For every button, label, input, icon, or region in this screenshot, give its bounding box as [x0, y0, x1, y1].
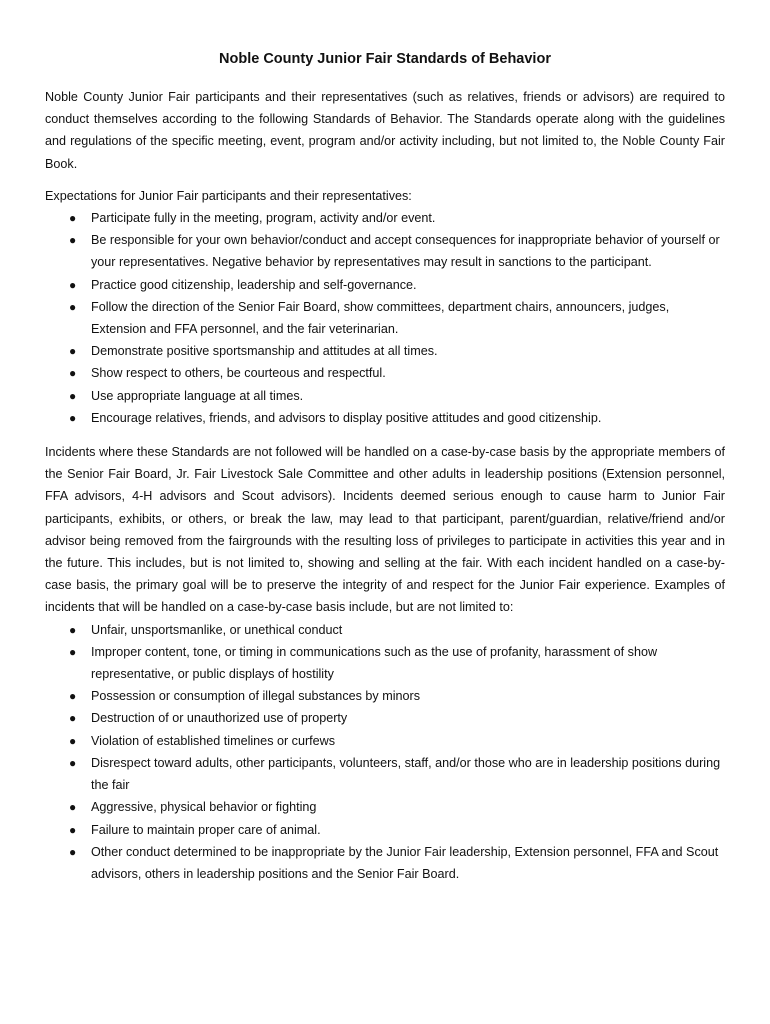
bullet-icon: ● [69, 733, 77, 748]
list-item: ● Practice good citizenship, leadership and self-governance. [91, 274, 725, 296]
bullet-icon: ● [69, 689, 77, 704]
bullet-icon: ● [69, 644, 77, 659]
bullet-icon: ● [69, 755, 77, 770]
list-item: ● Follow the direction of the Senior Fair Board, show committees, department chairs, announcers, judges, Extension and FFA personnel, and the fair veterinarian. [91, 296, 725, 340]
list-item: ● Possession or consumption of illegal substances by minors [91, 685, 725, 707]
incidents-list [45, 619, 725, 885]
list-item: ● Failure to maintain proper care of animal. [91, 819, 725, 841]
bullet-icon: ● [69, 211, 77, 226]
bullet-icon: ● [69, 277, 77, 292]
bullet-icon: ● [69, 622, 77, 637]
list-item: ● Show respect to others, be courteous and respectful. [91, 362, 725, 384]
list-item: ● Encourage relatives, friends, and advisors to display positive attitudes and good citizenship. [91, 407, 725, 429]
list-item: ● Disrespect toward adults, other participants, volunteers, staff, and/or those who are in leadership positions during the fair [91, 752, 725, 796]
list-item: ● Unfair, unsportsmanlike, or unethical conduct [91, 619, 725, 641]
list-item: ● Other conduct determined to be inappropriate by the Junior Fair leadership, Extension personnel, FFA and Scout advisors, others in leadership positions and the Senior Fair Board. [91, 841, 725, 885]
list-item: ● Use appropriate language at all times. [91, 385, 725, 407]
list-item: ● Destruction of or unauthorized use of property [91, 707, 725, 729]
expectations-list [45, 207, 725, 429]
bullet-icon: ● [69, 410, 77, 425]
bullet-icon: ● [69, 344, 77, 359]
bullet-icon: ● [69, 711, 77, 726]
bullet-icon: ● [69, 800, 77, 815]
intro-paragraph: Noble County Junior Fair participants and their representatives (such as relatives, friends or advisors) are required to conduct themselves according to the following Standards of Behavior. The Standards operate along with the guidelines and regulations of the specific meeting, event, program and/or activity including, but not limited to, the Noble County Fair Book. [45, 90, 725, 171]
bullet-icon: ● [69, 388, 77, 403]
list-item: ● Violation of established timelines or curfews [91, 730, 725, 752]
bullet-icon: ● [69, 233, 77, 248]
bullet-icon: ● [69, 366, 77, 381]
list-item: ● Demonstrate positive sportsmanship and attitudes at all times. [91, 340, 725, 362]
incidents-paragraph: Incidents where these Standards are not followed will be handled on a case-by-case basis by the appropriate members of the Senior Fair Board, Jr. Fair Livestock Sale Committee and other adults in leadership positions (Extension personnel, FFA advisors, 4-H advisors and Scout advisors). Incidents deemed serious enough to cause harm to Junior Fair participants, exhibits, or others, or break the law, may lead to that participant, parent/guardian, relative/friend and/or advisor being removed from the fairgrounds with the resulting loss of privileges to participate in activities this year and in the future. This includes, but is not limited to, showing and selling at the fair. With each incident handled on a case-by-case basis, the primary goal will be to preserve the integrity of and respect for the Junior Fair experience. Examples of incidents that will be handled on a case-by-case basis include, but are not limited to: [45, 445, 725, 615]
list-item: ● Be responsible for your own behavior/conduct and accept consequences for inappropriate behavior of yourself or your representatives. Negative behavior by representatives may result in sanctions to the participant. [91, 229, 725, 273]
page-title: Noble County Junior Fair Standards of Behavior [219, 51, 551, 67]
list-item: ● Aggressive, physical behavior or fighting [91, 796, 725, 818]
bullet-icon: ● [69, 299, 77, 314]
bullet-icon: ● [69, 844, 77, 859]
list-item: ● Improper content, tone, or timing in communications such as the use of profanity, harassment of show representative, or public displays of hostility [91, 641, 725, 685]
list-item: ● Participate fully in the meeting, program, activity and/or event. [91, 207, 725, 229]
bullet-icon: ● [69, 822, 77, 837]
expectations-lead: Expectations for Junior Fair participants and their representatives: [45, 188, 412, 203]
